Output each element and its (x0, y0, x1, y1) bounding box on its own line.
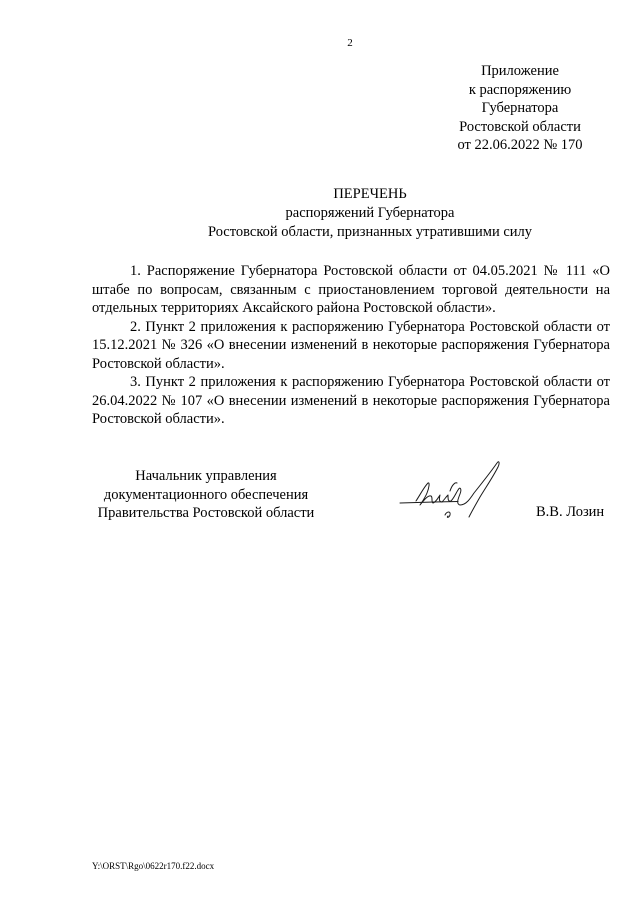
position-line: документационного обеспечения (103, 486, 309, 503)
signatory-name: В.В. Лозин (536, 504, 605, 520)
appendix-line: к распоряжению (468, 81, 572, 98)
title-line: распоряжений Губернатора (285, 205, 455, 221)
list-item: 2. Пункт 2 приложения к распоряжению Губернатора Ростовской области от 15.12.2021 № 326 «О внесении изменений в некоторые распоряжения Губернатора Ростовской области». (92, 318, 610, 372)
handwritten-signature (398, 455, 510, 527)
position-line: Правительства Ростовской области (97, 505, 315, 521)
position-line: Начальник управления (135, 468, 277, 484)
document-title (0, 185, 640, 242)
page-number: 2 (347, 37, 353, 49)
title-heading: ПЕРЕЧЕНЬ (333, 186, 407, 202)
appendix-line: Ростовской области (459, 118, 581, 135)
appendix-line: Губернатора (481, 100, 559, 116)
appendix-header (440, 62, 600, 155)
title-line: Ростовской области, признанных утратившими силу (207, 224, 533, 240)
list-of-orders (92, 262, 610, 429)
list-item: 1. Распоряжение Губернатора Ростовской области от 04.05.2021 № 111 «О штабе по вопросам, связанным с приостановлением торговой деятельности на отдельных территориях Аксайского района Ростовской области». (92, 263, 610, 316)
appendix-line: Приложение (481, 63, 559, 79)
signatory-position (88, 467, 324, 523)
appendix-line: от 22.06.2022 № 170 (457, 137, 583, 153)
list-item: 3. Пункт 2 приложения к распоряжению Губернатора Ростовской области от 26.04.2022 № 107 «О внесении изменений в некоторые распоряжения Губернатора Ростовской области». (92, 374, 610, 427)
file-path-footer: Y:\ORST\Rgo\0622r170.f22.docx (92, 861, 215, 871)
